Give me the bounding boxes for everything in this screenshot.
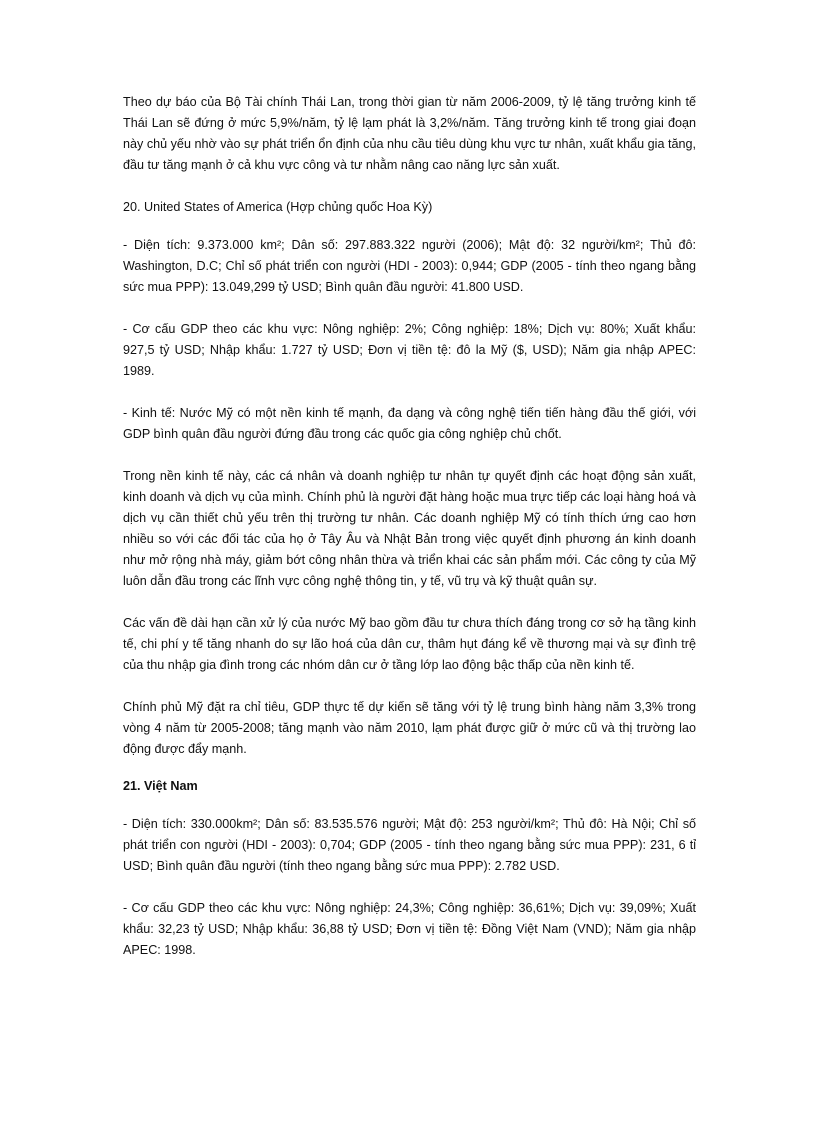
- document-body: [123, 92, 696, 982]
- usa-targets-paragraph: Chính phủ Mỹ đặt ra chỉ tiêu, GDP thực tế dự kiến sẽ tăng với tỷ lệ trung bình hàng năm 3,3% trong vòng 4 năm từ 2005-2008; tăng mạnh vào năm 2010, lạm phát được giữ ở mức cũ và thị trường lao động được đẩy mạnh.: [123, 700, 696, 756]
- usa-economy-paragraph: - Kinh tế: Nước Mỹ có một nền kinh tế mạnh, đa dạng và công nghệ tiến tiến hàng đầu thế giới, với GDP bình quân đầu người đứng đầu trong các quốc gia công nghiệp chủ chốt.: [123, 406, 696, 441]
- usa-private-sector-paragraph: Trong nền kinh tế này, các cá nhân và doanh nghiệp tư nhân tự quyết định các hoạt động sản xuất, kinh doanh và dịch vụ của mình. Chính phủ là người đặt hàng hoặc mua trực tiếp các loại hàng hoá và dịch vụ cần thiết chủ yếu trên thị trường tư nhân. Các doanh nghiệp Mỹ có tính thích ứng cao hơn nhiều so với các đối tác của họ ở Tây Âu và Nhật Bản trong việc quyết định phương án kinh doanh như mở rộng nhà máy, giảm bớt công nhân thừa và triển khai các sản phẩm mới. Các công ty của Mỹ luôn dẫn đầu trong các lĩnh vực công nghệ thông tin, y tế, vũ trụ và kỹ thuật quân sự.: [123, 469, 696, 588]
- vietnam-area-paragraph: - Diện tích: 330.000km²; Dân số: 83.535.576 người; Mật độ: 253 người/km²; Thủ đô: Hà Nội; Chỉ số phát triển con người (HDI - 2003): 0,704; GDP (2005 - tính theo ngang bằng sức mua PPP): 231, 6 tỉ USD; Bình quân đầu người (tính theo ngang bằng sức mua PPP): 2.782 USD.: [123, 817, 696, 873]
- usa-section-heading: 20. United States of America (Hợp chủng quốc Hoa Kỳ): [123, 200, 433, 214]
- usa-area-paragraph: - Diện tích: 9.373.000 km²; Dân số: 297.883.322 người (2006); Mật độ: 32 người/km²; Thủ đô: Washington, D.C; Chỉ số phát triển con người (HDI - 2003): 0,944; GDP (2005 - tính theo ngang bằng sức mua PPP): 13.049,299 tỷ USD; Bình quân đầu người: 41.800 USD.: [123, 238, 696, 294]
- usa-gdp-structure-paragraph: - Cơ cấu GDP theo các khu vực: Nông nghiệp: 2%; Công nghiệp: 18%; Dịch vụ: 80%; Xuất khẩu: 927,5 tỷ USD; Nhập khẩu: 1.727 tỷ USD; Đơn vị tiền tệ: đô la Mỹ ($, USD); Năm gia nhập APEC: 1989.: [123, 322, 696, 378]
- vietnam-gdp-structure-paragraph: - Cơ cấu GDP theo các khu vực: Nông nghiệp: 24,3%; Công nghiệp: 36,61%; Dịch vụ: 39,09%; Xuất khẩu: 32,23 tỷ USD; Nhập khẩu: 36,88 tỷ USD; Đơn vị tiền tệ: Đồng Việt Nam (VND); Năm gia nhập APEC: 1998.: [123, 901, 696, 957]
- vietnam-section-heading: 21. Việt Nam: [123, 779, 198, 793]
- thailand-forecast-paragraph: Theo dự báo của Bộ Tài chính Thái Lan, trong thời gian từ năm 2006-2009, tỷ lệ tăng trưởng kinh tế Thái Lan sẽ đứng ở mức 5,9%/năm, tỷ lệ lạm phát là 3,2%/năm. Tăng trưởng kinh tế trong giai đoạn này chủ yếu nhờ vào sự phát triển ổn định của nhu cầu tiêu dùng khu vực tư nhân, xuất khẩu gia tăng, đầu tư tăng mạnh ở cả khu vực công và tư nhằm nâng cao năng lực sản xuất.: [123, 95, 696, 172]
- usa-long-term-issues-paragraph: Các vấn đề dài hạn cần xử lý của nước Mỹ bao gồm đầu tư chưa thích đáng trong cơ sở hạ tầng kinh tế, chi phí y tế tăng nhanh do sự lão hoá của dân cư, thâm hụt đáng kể về thương mại và sự đình trệ của thu nhập gia đình trong các nhóm dân cư ở tầng lớp lao động bậc thấp của nền kinh tế.: [123, 616, 696, 672]
